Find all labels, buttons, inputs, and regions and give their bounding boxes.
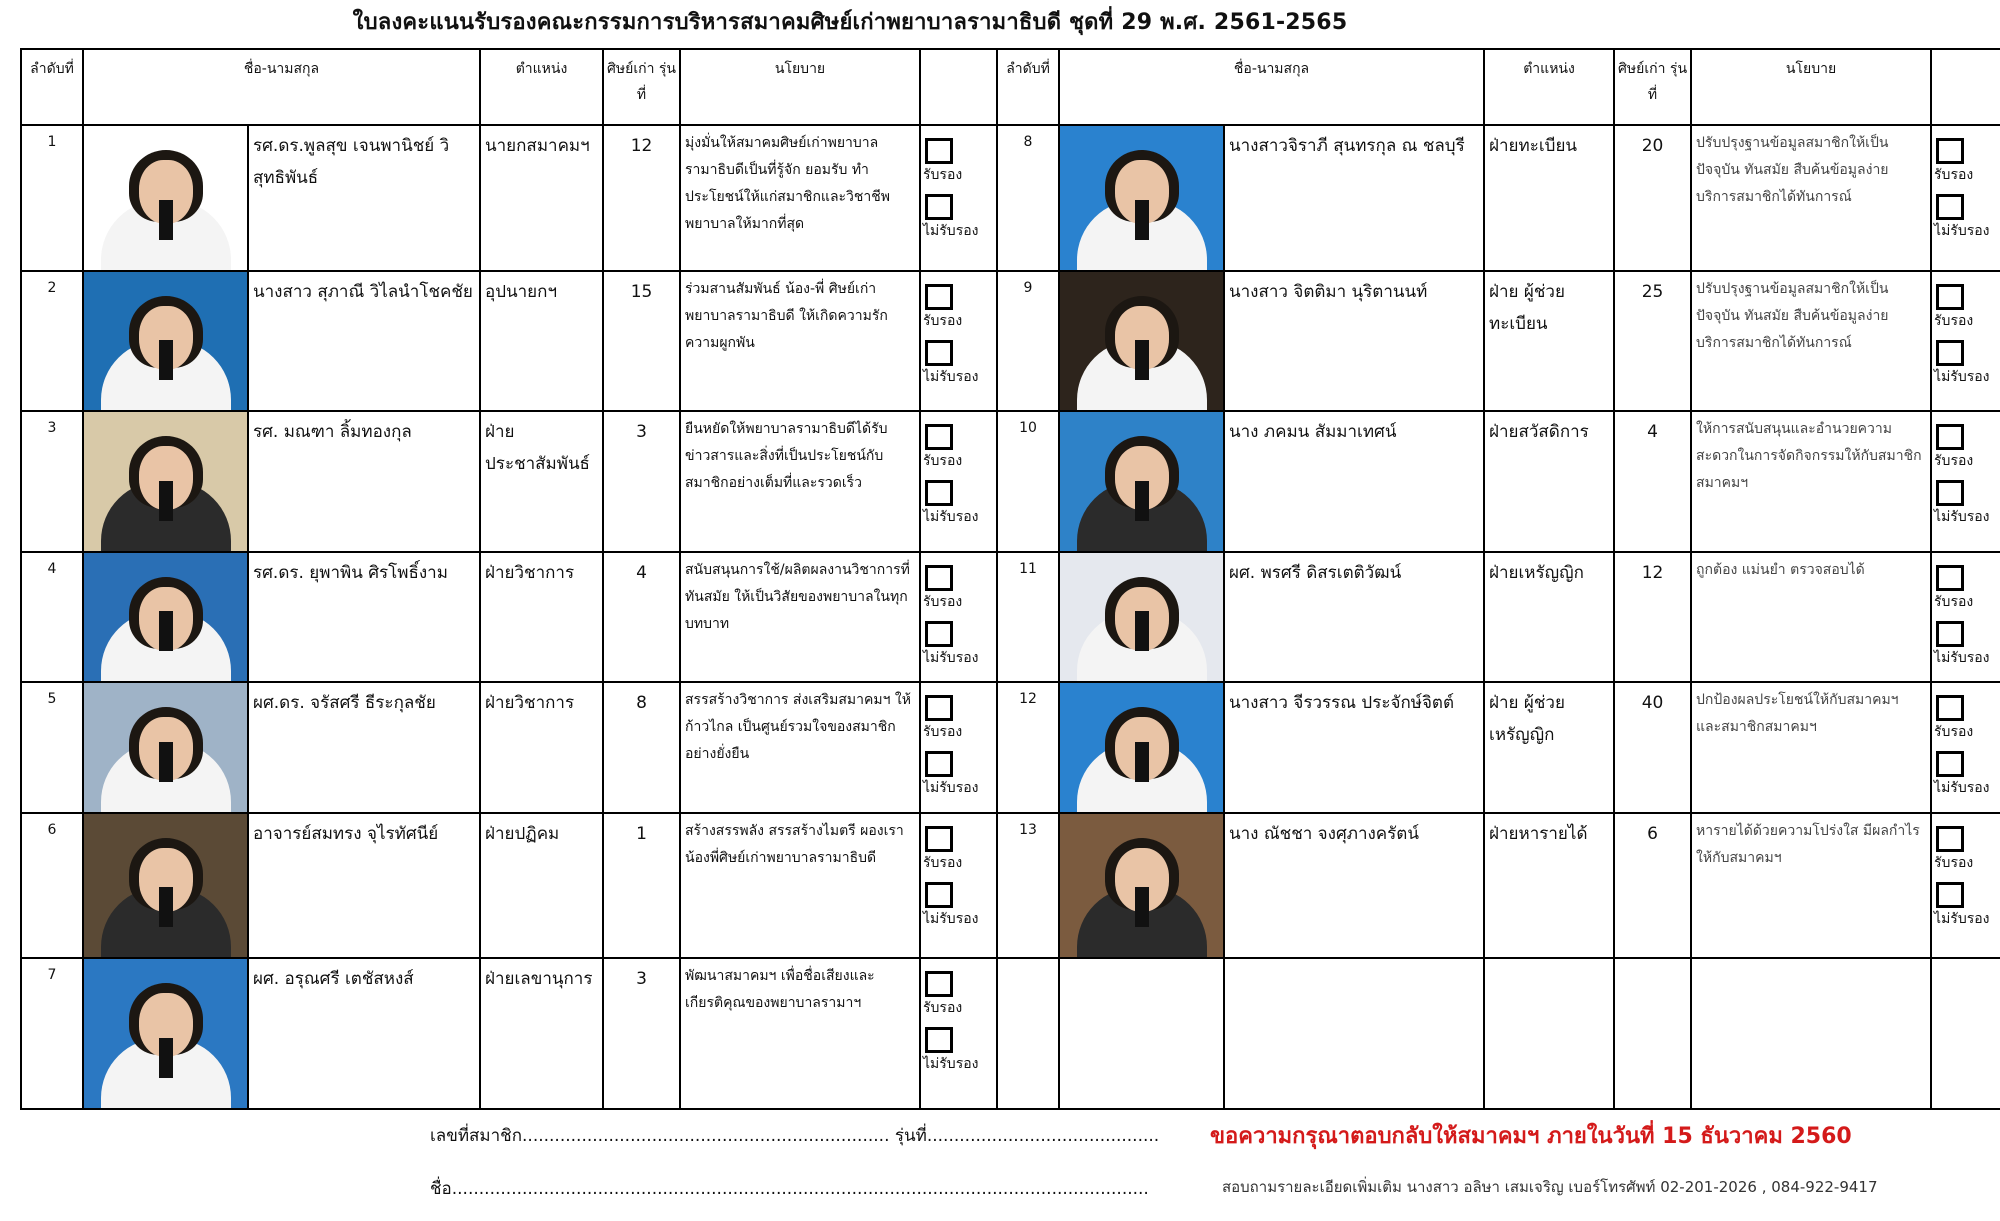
candidate-name: ผศ. อรุณศรี เตชัสหงส์	[248, 958, 480, 1109]
portrait-tie	[1135, 481, 1149, 521]
header-order-right: ลำดับที่	[997, 49, 1059, 125]
candidate-photo	[83, 125, 248, 271]
vote-cell	[1931, 411, 2000, 552]
reject-label: ไม่รับรอง	[923, 910, 979, 927]
reject-checkbox[interactable]	[1936, 751, 1964, 777]
candidate-policy: ปกป้องผลประโยชน์ให้กับสมาคมฯ และสมาชิกสมาคมฯ	[1691, 682, 1931, 813]
vote-cell	[920, 271, 997, 412]
candidate-photo	[1059, 552, 1224, 683]
candidate-policy: ปรับปรุงฐานข้อมูลสมาชิกให้เป็นปัจจุบัน ทันสมัย สืบค้นข้อมูลง่าย บริการสมาชิกได้ทันการณ์	[1691, 125, 1931, 271]
candidate-row	[21, 552, 2000, 683]
candidate-number: 11	[997, 552, 1059, 683]
approve-label: รับรอง	[923, 1000, 963, 1017]
approve-label: รับรอง	[1934, 593, 1974, 610]
header-name: ชื่อ-นามสกุล	[83, 49, 480, 125]
candidate-name: ผศ. พรศรี ดิสรเตติวัฒน์	[1224, 552, 1484, 683]
candidate-name: นางสาวจิราภี สุนทรกุล ณ ชลบุรี	[1224, 125, 1484, 271]
approve-label: รับรอง	[923, 312, 963, 329]
approve-checkbox[interactable]	[1936, 284, 1964, 310]
reject-label: ไม่รับรอง	[1934, 509, 1990, 526]
candidate-number: 3	[21, 411, 83, 552]
empty-cell	[1484, 958, 1614, 1109]
portrait-image	[84, 959, 247, 1108]
reject-label: ไม่รับรอง	[923, 780, 979, 797]
candidate-generation: 4	[603, 552, 680, 683]
approve-checkbox[interactable]	[1936, 565, 1964, 591]
candidate-name: นางสาว จีรวรรณ ประจักษ์จิตต์	[1224, 682, 1484, 813]
portrait-tie	[159, 481, 173, 521]
reject-checkbox[interactable]	[925, 882, 953, 908]
portrait-image	[1060, 412, 1223, 551]
vote-cell	[1931, 682, 2000, 813]
empty-cell	[1224, 958, 1484, 1109]
candidate-name: รศ. มณฑา ลิ้มทองกุล	[248, 411, 480, 552]
portrait-tie	[159, 1038, 173, 1078]
header-generation-right: ศิษย์เก่า รุ่นที่	[1614, 49, 1691, 125]
candidate-position: ฝ่าย ผู้ช่วยเหรัญญิก	[1484, 682, 1614, 813]
candidate-number: 13	[997, 813, 1059, 959]
candidate-name: รศ.ดร.พูลสุข เจนพานิชย์ วิสุทธิพันธ์	[248, 125, 480, 271]
vote-cell	[920, 125, 997, 271]
candidate-name: นาง ภคมน สัมมาเทศน์	[1224, 411, 1484, 552]
candidate-position: นายกสมาคมฯ	[480, 125, 603, 271]
header-generation: ศิษย์เก่า รุ่นที่	[603, 49, 680, 125]
header-vote	[920, 49, 997, 125]
candidate-generation: 20	[1614, 125, 1691, 271]
vote-cell	[920, 958, 997, 1109]
candidate-name: นางสาว สุภาณี วิไลนำโชคชัย	[248, 271, 480, 412]
contact-info: สอบถามรายละเอียดเพิ่มเติม นางสาว อลิษา เสมเจริญ เบอร์โทรศัพท์ 02-201-2026 , 084-922-9417	[1222, 1178, 1878, 1196]
portrait-image	[84, 272, 247, 411]
member-number-line[interactable]: เลขที่สมาชิก.................................................................... รุ่นที่...........................................	[430, 1126, 1160, 1146]
header-policy-right: นโยบาย	[1691, 49, 1931, 125]
candidate-generation: 15	[603, 271, 680, 412]
candidate-number: 5	[21, 682, 83, 813]
candidate-policy: หารายได้ด้วยความโปร่งใส มีผลกำไรให้กับสมาคมฯ	[1691, 813, 1931, 959]
approve-label: รับรอง	[923, 593, 963, 610]
candidate-number: 10	[997, 411, 1059, 552]
candidate-photo	[1059, 411, 1224, 552]
candidate-policy: ปรับปรุงฐานข้อมูลสมาชิกให้เป็นปัจจุบัน ทันสมัย สืบค้นข้อมูลง่าย บริการสมาชิกได้ทันการณ์	[1691, 271, 1931, 412]
candidate-photo	[1059, 125, 1224, 271]
reject-checkbox[interactable]	[925, 1027, 953, 1053]
candidate-number: 8	[997, 125, 1059, 271]
approve-label: รับรอง	[923, 167, 963, 183]
candidate-policy: ยืนหยัดให้พยาบาลรามาธิบดีได้รับข่าวสารและสิ่งที่เป็นประโยชน์กับสมาชิกอย่างเต็มที่และรวดเร็ว	[680, 411, 920, 552]
candidate-generation: 25	[1614, 271, 1691, 412]
candidate-number: 7	[21, 958, 83, 1109]
candidate-generation: 3	[603, 411, 680, 552]
approve-checkbox[interactable]	[925, 971, 953, 997]
portrait-tie	[159, 340, 173, 380]
vote-cell	[920, 682, 997, 813]
portrait-image	[1060, 272, 1223, 411]
approve-checkbox[interactable]	[1936, 826, 1964, 852]
candidate-photo	[1059, 271, 1224, 412]
approve-checkbox[interactable]	[925, 565, 953, 591]
approve-checkbox[interactable]	[1936, 138, 1964, 164]
portrait-tie	[159, 200, 173, 240]
reject-checkbox[interactable]	[925, 480, 953, 506]
approve-checkbox[interactable]	[1936, 695, 1964, 721]
candidate-photo	[1059, 682, 1224, 813]
vote-cell	[1931, 271, 2000, 412]
ballot-table	[20, 48, 2000, 1110]
vote-cell	[1931, 552, 2000, 683]
candidate-row	[21, 682, 2000, 813]
candidate-generation: 6	[1614, 813, 1691, 959]
candidate-position: ฝ่าย ประชาสัมพันธ์	[480, 411, 603, 552]
candidate-name: รศ.ดร. ยุพาพิน ศิรโพธิ์งาม	[248, 552, 480, 683]
reject-checkbox[interactable]	[1936, 340, 1964, 366]
candidate-position: ฝ่ายทะเบียน	[1484, 125, 1614, 271]
candidate-row	[21, 813, 2000, 959]
reject-label: ไม่รับรอง	[923, 1056, 979, 1073]
portrait-image	[1060, 814, 1223, 958]
reject-label: ไม่รับรอง	[1934, 780, 1990, 797]
vote-cell	[920, 552, 997, 683]
portrait-image	[84, 814, 247, 958]
candidate-policy: ถูกต้อง แม่นยำ ตรวจสอบได้	[1691, 552, 1931, 683]
reject-label: ไม่รับรอง	[923, 649, 979, 666]
candidate-policy: พัฒนาสมาคมฯ เพื่อชื่อเสียงและเกียรติคุณของพยาบาลรามาฯ	[680, 958, 920, 1109]
approve-label: รับรอง	[1934, 312, 1974, 329]
header-position: ตำแหน่ง	[480, 49, 603, 125]
vote-cell	[920, 411, 997, 552]
header-vote-right	[1931, 49, 2000, 125]
approve-label: รับรอง	[923, 854, 963, 871]
approve-checkbox[interactable]	[925, 424, 953, 450]
candidate-generation: 1	[603, 813, 680, 959]
candidate-photo	[83, 682, 248, 813]
candidate-policy: สรรสร้างวิชาการ ส่งเสริมสมาคมฯ ให้ก้าวไกล เป็นศูนย์รวมใจของสมาชิก อย่างยั่งยืน	[680, 682, 920, 813]
candidate-number: 9	[997, 271, 1059, 412]
candidate-row	[21, 125, 2000, 271]
approve-checkbox[interactable]	[925, 826, 953, 852]
portrait-image	[84, 412, 247, 551]
candidate-number: 4	[21, 552, 83, 683]
empty-cell	[1931, 958, 2000, 1109]
vote-cell	[1931, 813, 2000, 959]
portrait-image	[84, 683, 247, 812]
candidate-position: ฝ่ายวิชาการ	[480, 682, 603, 813]
portrait-image	[1060, 553, 1223, 682]
candidate-row	[21, 411, 2000, 552]
portrait-image	[84, 553, 247, 682]
approve-checkbox[interactable]	[925, 695, 953, 721]
reject-checkbox[interactable]	[1936, 882, 1964, 908]
portrait-tie	[159, 611, 173, 651]
candidate-row	[21, 958, 2000, 1109]
candidate-position: ฝ่ายหารายได้	[1484, 813, 1614, 959]
candidate-position: ฝ่าย ผู้ช่วยทะเบียน	[1484, 271, 1614, 412]
candidate-generation: 3	[603, 958, 680, 1109]
candidate-policy: ร่วมสานสัมพันธ์ น้อง-พี่ ศิษย์เก่าพยาบาลรามาธิบดี ให้เกิดความรักความผูกพัน	[680, 271, 920, 412]
candidate-position: ฝ่ายเลขานุการ	[480, 958, 603, 1109]
candidate-photo	[83, 271, 248, 412]
reject-checkbox[interactable]	[925, 751, 953, 777]
reply-deadline-notice: ขอความกรุณาตอบกลับให้สมาคมฯ ภายในวันที่ 15 ธันวาคม 2560	[1210, 1124, 1852, 1149]
candidate-position: อุปนายกฯ	[480, 271, 603, 412]
candidate-name: ผศ.ดร. จรัสศรี ธีระกุลชัย	[248, 682, 480, 813]
candidate-name: นาง ณัชชา จงศุภางครัตน์	[1224, 813, 1484, 959]
candidate-photo	[83, 552, 248, 683]
approve-label: รับรอง	[1934, 167, 1974, 183]
portrait-tie	[159, 742, 173, 782]
candidate-generation: 8	[603, 682, 680, 813]
portrait-tie	[1135, 611, 1149, 651]
portrait-tie	[1135, 340, 1149, 380]
reject-label: ไม่รับรอง	[923, 509, 979, 526]
approve-label: รับรอง	[923, 453, 963, 470]
reject-checkbox[interactable]	[925, 194, 953, 220]
candidate-generation: 4	[1614, 411, 1691, 552]
reject-label: ไม่รับรอง	[1934, 649, 1990, 666]
candidate-number: 12	[997, 682, 1059, 813]
portrait-tie	[1135, 200, 1149, 240]
reject-checkbox[interactable]	[925, 340, 953, 366]
empty-cell	[997, 958, 1059, 1109]
portrait-image	[1060, 683, 1223, 812]
candidate-generation: 12	[1614, 552, 1691, 683]
approve-checkbox[interactable]	[925, 138, 953, 164]
empty-cell	[1691, 958, 1931, 1109]
candidate-position: ฝ่ายสวัสดิการ	[1484, 411, 1614, 552]
reject-label: ไม่รับรอง	[1934, 368, 1990, 385]
header-row	[21, 49, 2000, 125]
portrait-image	[84, 126, 247, 270]
header-order: ลำดับที่	[21, 49, 83, 125]
portrait-tie	[1135, 887, 1149, 927]
vote-cell	[1931, 125, 2000, 271]
candidate-policy: สร้างสรรพลัง สรรสร้างไมตรี ผองเราน้องพี่ศิษย์เก่าพยาบาลรามาธิบดี	[680, 813, 920, 959]
candidate-photo	[83, 813, 248, 959]
candidate-name: อาจารย์สมทรง จุไรทัศนีย์	[248, 813, 480, 959]
candidate-row	[21, 271, 2000, 412]
reject-checkbox[interactable]	[925, 621, 953, 647]
approve-label: รับรอง	[1934, 724, 1974, 741]
approve-checkbox[interactable]	[925, 284, 953, 310]
vote-cell	[920, 813, 997, 959]
candidate-number: 2	[21, 271, 83, 412]
header-policy: นโยบาย	[680, 49, 920, 125]
candidate-generation: 40	[1614, 682, 1691, 813]
candidate-generation: 12	[603, 125, 680, 271]
candidate-policy: มุ่งมั่นให้สมาคมศิษย์เก่าพยาบาลรามาธิบดีเป็นที่รู้จัก ยอมรับ ทำประโยชน์ให้แก่สมาชิกและวิชาชีพพยาบาลให้มากที่สุด	[680, 125, 920, 271]
candidate-number: 6	[21, 813, 83, 959]
candidate-photo	[83, 411, 248, 552]
reject-label: ไม่รับรอง	[923, 368, 979, 385]
candidate-position: ฝ่ายเหรัญญิก	[1484, 552, 1614, 683]
empty-cell	[1059, 958, 1224, 1109]
empty-cell	[1614, 958, 1691, 1109]
reject-label: ไม่รับรอง	[1934, 223, 1990, 239]
candidate-number: 1	[21, 125, 83, 271]
reject-label: ไม่รับรอง	[1934, 910, 1990, 927]
reject-checkbox[interactable]	[1936, 194, 1964, 220]
candidate-name: นางสาว จิตติมา นุริตานนท์	[1224, 271, 1484, 412]
header-name-right: ชื่อ-นามสกุล	[1059, 49, 1484, 125]
approve-label: รับรอง	[1934, 453, 1974, 470]
portrait-tie	[159, 887, 173, 927]
candidate-photo	[1059, 813, 1224, 959]
header-position-right: ตำแหน่ง	[1484, 49, 1614, 125]
reject-checkbox[interactable]	[1936, 480, 1964, 506]
portrait-tie	[1135, 742, 1149, 782]
candidate-position: ฝ่ายวิชาการ	[480, 552, 603, 683]
candidate-policy: สนับสนุนการใช้/ผลิตผลงานวิชาการที่ทันสมัย ให้เป็นวิสัยของพยาบาลในทุกบทบาท	[680, 552, 920, 683]
approve-checkbox[interactable]	[1936, 424, 1964, 450]
candidate-position: ฝ่ายปฏิคม	[480, 813, 603, 959]
candidate-photo	[83, 958, 248, 1109]
reject-label: ไม่รับรอง	[923, 223, 979, 239]
reject-checkbox[interactable]	[1936, 621, 1964, 647]
member-name-line[interactable]: ชื่อ.................................................................................................................................	[430, 1179, 1149, 1199]
approve-label: รับรอง	[1934, 854, 1974, 871]
portrait-image	[1060, 126, 1223, 270]
candidate-policy: ให้การสนับสนุนและอำนวยความสะดวกในการจัดกิจกรรมให้กับสมาชิกสมาคมฯ	[1691, 411, 1931, 552]
ballot-title: ใบลงคะแนนรับรองคณะกรรมการบริหารสมาคมศิษย์เก่าพยาบาลรามาธิบดี ชุดที่ 29 พ.ศ. 2561-2565	[352, 10, 1348, 35]
approve-label: รับรอง	[923, 724, 963, 741]
